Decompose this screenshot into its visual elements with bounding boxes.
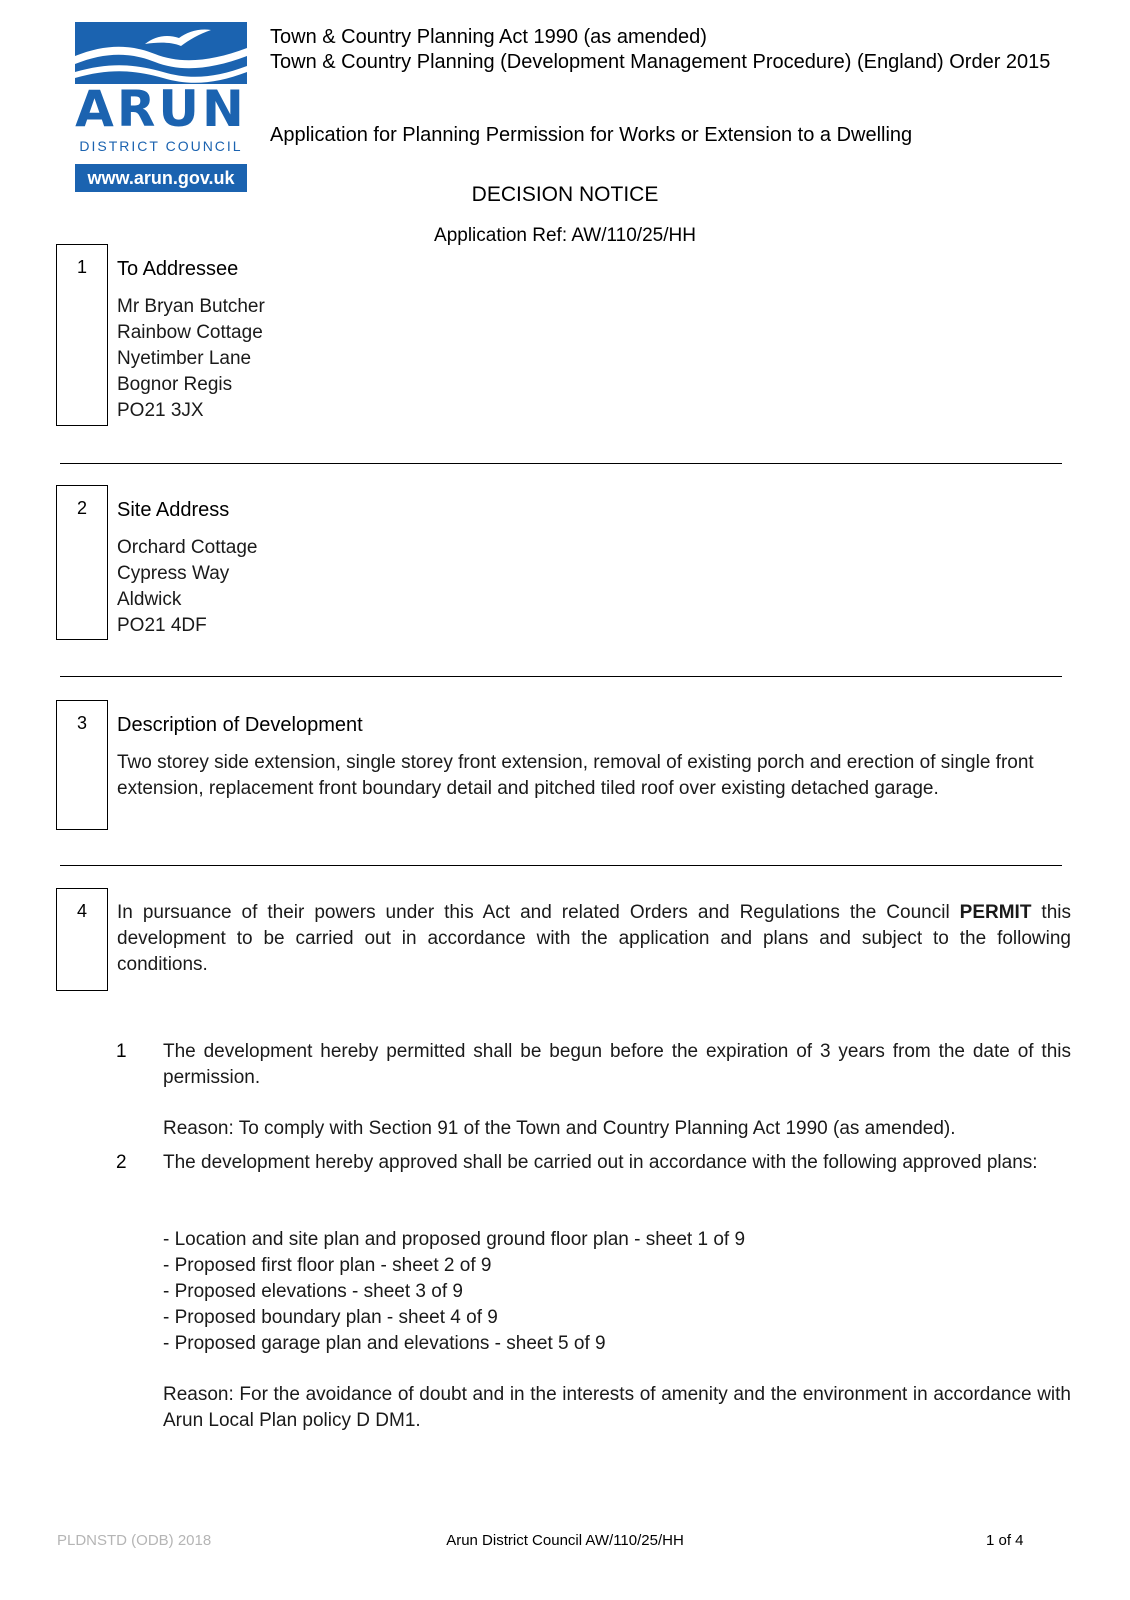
condition-text: The development hereby permitted shall be begun before the expiration of 3 years from the date of this permission. — [163, 1041, 1071, 1088]
section-number: 2 — [76, 498, 87, 518]
logo-wordmark: ARUN — [75, 80, 247, 138]
approved-plans-list — [163, 1227, 1071, 1357]
section-number-box — [56, 485, 108, 640]
site-address-block — [117, 535, 257, 639]
application-type: Application for Planning Permission for Works or Extension to a Dwelling — [270, 124, 913, 146]
section-number: 1 — [76, 257, 87, 277]
plan-item: - Proposed elevations - sheet 3 of 9 — [163, 1281, 463, 1302]
section-divider — [60, 676, 1062, 677]
section-number-box — [56, 244, 108, 426]
decision-word: PERMIT — [959, 902, 1032, 923]
footer-form-code: PLDNSTD (ODB) 2018 — [57, 1532, 212, 1549]
condition-reason: Reason: To comply with Section 91 of the Town and Country Planning Act 1990 (as amended). — [163, 1118, 956, 1139]
address-line: PO21 4DF — [117, 615, 207, 636]
section-number-box — [56, 888, 108, 991]
plan-item: - Proposed garage plan and elevations - sheet 5 of 9 — [163, 1333, 606, 1354]
application-reference: Application Ref: AW/110/25/HH — [434, 225, 696, 246]
plan-item: - Proposed first floor plan - sheet 2 of 9 — [163, 1255, 492, 1276]
section-number: 4 — [76, 901, 87, 921]
logo-subtitle: DISTRICT COUNCIL — [79, 138, 243, 154]
address-line: Bognor Regis — [117, 374, 233, 395]
decision-text-after: this development to be carried out in accordance with the application and plans and subject to the following conditions. — [117, 902, 1071, 975]
page-number: 1 of 4 — [986, 1532, 1024, 1549]
address-line: Cypress Way — [117, 563, 230, 584]
council-website-link[interactable]: www.arun.gov.uk — [75, 164, 247, 192]
description-heading: Description of Development — [117, 714, 363, 736]
address-line: PO21 3JX — [117, 400, 204, 421]
section-number: 3 — [76, 713, 87, 733]
section-divider — [60, 463, 1062, 464]
address-line: Orchard Cottage — [117, 537, 258, 558]
site-address-heading: Site Address — [117, 499, 230, 521]
address-line: Rainbow Cottage — [117, 322, 263, 343]
decision-statement — [117, 900, 1071, 978]
condition-number: 1 — [116, 1041, 127, 1062]
condition-text: The development hereby approved shall be carried out in accordance with the following approved plans: — [163, 1152, 1038, 1173]
footer-reference: Arun District Council AW/110/25/HH — [446, 1532, 684, 1549]
condition-number: 2 — [116, 1152, 127, 1173]
plan-item: - Proposed boundary plan - sheet 4 of 9 — [163, 1307, 498, 1328]
section-divider — [60, 865, 1062, 866]
order-title: Town & Country Planning (Development Management Procedure) (England) Order 2015 — [270, 51, 1051, 73]
address-line: Mr Bryan Butcher — [117, 296, 265, 317]
address-line: Nyetimber Lane — [117, 348, 252, 369]
council-logo — [75, 22, 247, 196]
section-number-box — [56, 700, 108, 830]
plan-item: - Location and site plan and proposed ground floor plan - sheet 1 of 9 — [163, 1229, 746, 1250]
notice-title: DECISION NOTICE — [471, 183, 659, 206]
address-line: Aldwick — [117, 589, 182, 610]
act-title: Town & Country Planning Act 1990 (as amended) — [270, 26, 707, 48]
seabird-waves-icon — [75, 22, 247, 84]
condition-reason: Reason: For the avoidance of doubt and in the interests of amenity and the environment in accordance with Arun Local Plan policy D DM1. — [163, 1384, 1071, 1431]
development-description: Two storey side extension, single storey front extension, removal of existing porch and erection of single front extension, replacement front boundary detail and pitched tiled roof over existing detached garage. — [117, 752, 1034, 799]
addressee-heading: To Addressee — [117, 258, 239, 280]
addressee-block — [117, 294, 265, 424]
decision-text-before: In pursuance of their powers under this Act and related Orders and Regulations the Council — [117, 902, 960, 923]
